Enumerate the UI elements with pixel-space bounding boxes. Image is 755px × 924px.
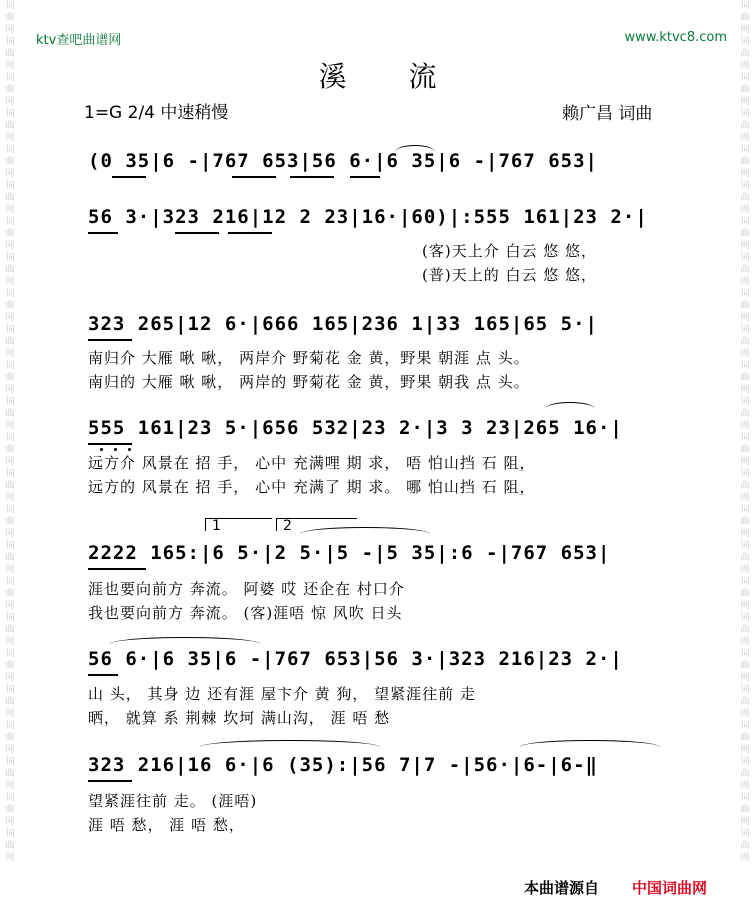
slur-mark bbox=[395, 145, 435, 152]
score-line-6: 56 6·|6 35|6 -|767 653|56 3·|323 216|23 2·| bbox=[88, 648, 623, 670]
song-title: 溪流 bbox=[318, 60, 499, 93]
score-line-1: (0 35|6 -|767 653|56 6·|6 35|6 -|767 653| bbox=[88, 150, 598, 172]
lyric-line-6a: 山 头， 其身 边 还有涯 屋卞介 黄 狗， 望紧涯往前 走 bbox=[88, 685, 476, 703]
lyric-line-2a: (客)天上介 白云 悠 悠， bbox=[422, 242, 598, 260]
lyric-line-4a: 远方介 风景在 招 手， 心中 充满哩 期 求， 唔 怕山挡 石 阻， bbox=[88, 454, 536, 472]
beam-underline bbox=[88, 674, 118, 676]
score-line-7: 323 216|16 6·|6 (35):|56 7|7 -|56·|6-|6-‖ bbox=[88, 754, 598, 776]
slur-mark bbox=[300, 527, 430, 534]
slur-mark bbox=[545, 402, 595, 409]
volta-number-1: 1 bbox=[212, 518, 221, 534]
beam-underline bbox=[88, 780, 132, 782]
volta-number-2: 2 bbox=[283, 518, 292, 534]
site-watermark-right: www.ktvc8.com bbox=[624, 30, 727, 45]
lyric-line-6b: 晒， 就算 系 荆棘 坎坷 满山沟， 涯 唔 愁 bbox=[88, 709, 391, 727]
beam-underline bbox=[290, 176, 334, 178]
lyric-line-7b: 涯 唔 愁， 涯 唔 愁， bbox=[88, 816, 245, 834]
score-line-3: 323 265|12 6·|666 165|236 1|33 165|65 5·| bbox=[88, 313, 598, 335]
beam-underline bbox=[88, 443, 132, 445]
lyric-line-3b: 南归的 大雁 啾 啾， 两岸的 野菊花 金 黄，野果 朝我 点 头。 bbox=[88, 373, 530, 391]
beam-underline bbox=[88, 568, 146, 570]
lyric-line-5a: 涯也要向前方 奔流。 阿婆 哎 还企在 村口介 bbox=[88, 580, 405, 598]
author-credit: 赖广昌 词曲 bbox=[562, 104, 653, 124]
beam-underline bbox=[228, 232, 272, 234]
source-label: 本曲谱源自 bbox=[524, 879, 600, 897]
lyric-line-7a: 望紧涯往前 走。 (涯唔) bbox=[88, 792, 258, 810]
side-watermark-left: 词曲网词曲网词曲网词曲网词曲网词曲网词曲网词曲网词曲网词曲网词曲网词曲网词曲网词曲网词曲网词曲网词曲网词曲网词曲网词曲网词曲网词曲网词曲网词曲网 bbox=[5, 1, 15, 863]
beam-underline bbox=[88, 339, 132, 341]
octave-dot bbox=[114, 448, 117, 451]
site-watermark-left: ktv查吧曲谱网 bbox=[36, 33, 122, 48]
slur-mark bbox=[520, 740, 660, 747]
beam-underline bbox=[232, 176, 276, 178]
beam-underline bbox=[112, 176, 146, 178]
lyric-line-2b: (普)天上的 白云 悠 悠， bbox=[422, 266, 598, 284]
key-signature: 1=G 2/4 中速稍慢 bbox=[84, 103, 229, 123]
slur-mark bbox=[200, 740, 380, 747]
lyric-line-3a: 南归介 大雁 啾 啾， 两岸介 野菊花 金 黄，野果 朝涯 点 头。 bbox=[88, 349, 530, 367]
score-line-2: 56 3·|323 216|12 2 23|16·|60)|:555 161|23 2·| bbox=[88, 206, 648, 228]
side-watermark-right: 词曲网词曲网词曲网词曲网词曲网词曲网词曲网词曲网词曲网词曲网词曲网词曲网词曲网词曲网词曲网词曲网词曲网词曲网词曲网词曲网词曲网词曲网词曲网词曲网 bbox=[740, 1, 750, 863]
lyric-line-4b: 远方的 风景在 招 手， 心中 充满了 期 求。 哪 怕山挡 石 阻， bbox=[88, 478, 536, 496]
beam-underline bbox=[88, 232, 118, 234]
octave-dot bbox=[128, 448, 131, 451]
octave-dot bbox=[100, 448, 103, 451]
beam-underline bbox=[350, 176, 380, 178]
beam-underline bbox=[175, 232, 219, 234]
slur-mark bbox=[110, 637, 260, 644]
score-line-4: 555 161|23 5·|656 532|23 2·|3 3 23|265 16·| bbox=[88, 417, 623, 439]
score-line-5: 2222 165:|6 5·|2 5·|5 -|5 35|:6 -|767 653| bbox=[88, 542, 611, 564]
source-site-link[interactable]: 中国词曲网 bbox=[632, 879, 708, 897]
lyric-line-5b: 我也要向前方 奔流。 (客)涯唔 惊 风吹 日头 bbox=[88, 604, 403, 622]
